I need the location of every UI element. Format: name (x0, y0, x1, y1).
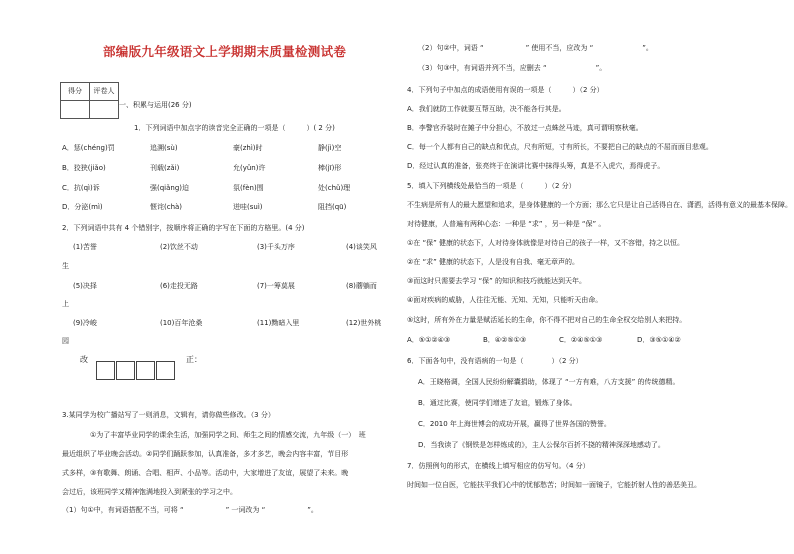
q2-item: (4)谈笑风 (346, 243, 377, 251)
q1-option: 阻挡(qū) (318, 203, 347, 211)
q2-item: (7)一筹莫展 (257, 282, 295, 290)
q3-text-line: 最近组织了毕业晚会活动。②同学们踊跃参加，认真准备，多才多艺，晚会内容丰富，节目形 (62, 450, 349, 458)
q2-item: (10)百年沧桑 (160, 319, 203, 327)
q3-text-line: 式多样，③有歌舞、朗诵、合唱、相声、小品等。活动中，大家增进了友谊，展望了未来。晚 (62, 469, 349, 477)
q7-stem: 7．仿照例句的形式，在横线上填写相应的仿写句。（4 分） (407, 462, 590, 470)
q3-stem: 3.某同学为校广播站写了一则消息，文辑有，请你做些修改。（3 分） (62, 411, 275, 419)
q2-item: (6)走投无路 (160, 282, 198, 290)
q7-example: 时间如一位自医，它能扶平我们心中的忧郁愁苦；时间如一面镜子，它能折射人性的善恶美丑。 (407, 481, 701, 489)
q2-item: (3)千头万序 (257, 243, 295, 251)
q1-option: 允(yǔn)许 (233, 164, 266, 172)
q5-choice: C．②④⑤①③ (559, 336, 603, 344)
q6-stem: 6．下面各句中，没有语病的一句是（ ）（2 分） (407, 357, 583, 365)
q4-stem: 4．下列句子中加点的成语使用有误的一项是（ ）（2 分） (407, 86, 604, 94)
q2-item: (5)决择 (73, 282, 97, 290)
q4-option: C．每一个人都有自己的缺点和优点，尺有所短，寸有所长，不要把自己的缺点的不屈而面目悲观。 (407, 143, 713, 151)
q5-text-line: 不生病是所有人的最大愿望和追求，是身体健康的一个方面；那么它只是让自己活得自在、潇洒，活得有意义的最基本保障。 (407, 201, 792, 209)
q1-option: 氛(fèn)围 (233, 184, 264, 192)
q4-option: D．经过认真的准备，张亮终于在演讲比赛中抹得头筹，真是不入虎穴，焉得虎子。 (407, 162, 665, 170)
q5-item: ①在 “保” 健康的状态下，人对待身体就像是对待自己的孩子一样，又不容错，持之以恒。 (407, 239, 684, 247)
q1-option: 刊载(zǎi) (150, 164, 180, 172)
score-header: 得分 (61, 83, 90, 101)
answer-box[interactable] (96, 361, 115, 380)
q1-option: B．狡狭(jiǎo) (62, 164, 106, 172)
q1-option: A．惩(chéng)罚 (62, 144, 115, 152)
q6-option: A．王晓格调，全国人民纷纷解囊捐助，体现了 “一方有难，八方支援” 的传统德精。 (418, 378, 680, 386)
q1-option: 静(jì)空 (318, 144, 342, 152)
q1-option: 迸哇(suì) (233, 203, 263, 211)
answer-box[interactable] (136, 361, 155, 380)
q5-item: ④面对疾病的威胁，人往往无能、无知、无知，只能听天由命。 (407, 296, 603, 304)
grader-cell (90, 101, 119, 119)
page-title: 部编版九年级语文上学期期末质量检测试卷 (103, 44, 347, 59)
q1-option: 豪(zhì)时 (233, 144, 263, 152)
section-heading: 一、积累与运用(26 分) (119, 101, 192, 109)
grader-header: 评卷人 (90, 83, 119, 101)
q1-option: D．分泌(mì) (62, 203, 103, 211)
q5-choice: A．⑤①②④③ (407, 336, 451, 344)
q1-option: 惬诧(chà) (150, 203, 183, 211)
q6-option: B．通过比赛，使同学们增进了友谊，锻炼了身体。 (418, 399, 577, 407)
q3-text-line: ①为了丰富毕业同学的课余生活，加强同学之间、师生之间的情感交流，九年级（一） 班 (90, 431, 366, 439)
q3-sub2: （2）句②中，词语 “ ” 使用不当，应改为 “ ”。 (418, 44, 653, 52)
q2-item-wrap: 上 (62, 300, 69, 308)
q3-sub1: （1）句①中，有词语搭配不当，可将 “ ” 一词改为 “ ”。 (62, 506, 318, 514)
q2-item: (8)蘑躺而 (346, 282, 377, 290)
q1-option: 强(qiǎng)迫 (150, 184, 190, 192)
score-cell (61, 101, 90, 119)
q5-item: ②在 “求” 健康的状态下，人是没有自我、毫无章声的。 (407, 258, 579, 266)
q5-text-line: 对待健康，人普遍有两种心态：一种是 “求” ，另一种是 “保” 。 (407, 220, 658, 228)
q2-item: (2)饮丝不动 (160, 243, 198, 251)
q4-option: A．我们就防工作就要互帮互助，决不能各行其是。 (407, 105, 566, 113)
q2-item: (1)苦誉 (73, 243, 97, 251)
q2-item: (12)世外桃 (346, 319, 382, 327)
q1-stem: 1．下列词语中加点字的读音完全正确的一项是（ ）( 2 分) (134, 124, 335, 132)
q5-item: ⑤这时，所有外在力量是赋活延长的生命，你不得不把对自己的生命全权交给别人来把持。 (407, 316, 687, 324)
answer-box[interactable] (116, 361, 135, 380)
correction-label-gai: 改 (80, 355, 88, 364)
q1-option: C．抗(qì)诉 (62, 184, 100, 192)
q3-sub3: （3）句③中，有词语并列不当，应删去 “ ”。 (418, 64, 607, 72)
q2-stem: 2．下列词语中共有 4 个错别字，按顺序将正确的字写在下面的方格里。(4 分) (62, 224, 305, 232)
q2-item-wrap: 园 (62, 337, 69, 345)
q5-item: ③而这时只需要去学习 “保” 的知识和技巧就能达到天年。 (407, 277, 586, 285)
q4-option: B．李警官乔装时在摊子中分担心，不放过一点蛛丝马迹，真可谓明察秋毫。 (407, 124, 643, 132)
q1-option: 处(chǔ)理 (318, 184, 351, 192)
q2-item: (9)冷峻 (73, 319, 97, 327)
q6-option: D．当我读了《钢铁是怎样炼成的》，主人公保尔百折不挠的精神深深地感动了。 (418, 441, 665, 449)
q5-choice: D．③⑤①④② (637, 336, 681, 344)
q1-option: 棒(jī)形 (318, 164, 342, 172)
q2-item-wrap: 生 (62, 262, 69, 270)
q5-choice: B．④②⑤①③ (483, 336, 527, 344)
q5-stem: 5．填入下列横线处最恰当的一项是（ ）（2 分） (407, 182, 576, 190)
q1-option: 追溯(sù) (150, 144, 178, 152)
q6-option: C．2010 年上海世博会的成功开展，赢得了世界各国的赞誉。 (418, 420, 611, 428)
score-box (60, 82, 119, 119)
q2-item: (11)黝暗入里 (257, 319, 300, 327)
correction-label-zheng: 正： (186, 355, 202, 364)
answer-box[interactable] (156, 361, 175, 380)
correction-boxes (96, 361, 176, 380)
q3-text-line: 会过后，该班同学又精神饱满地投入到紧张的学习之中。 (62, 488, 237, 496)
